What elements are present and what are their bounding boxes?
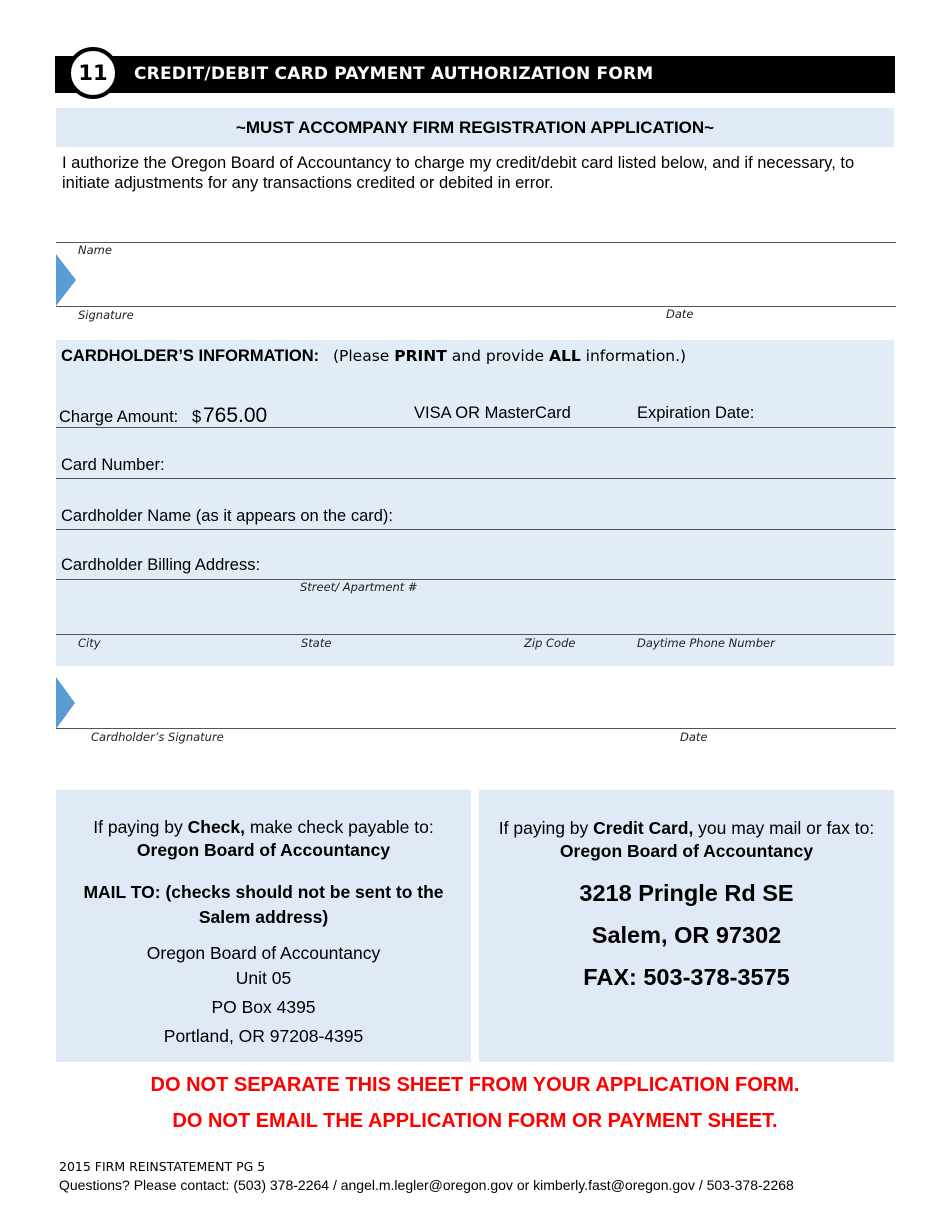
footer-page-label: 2015 FIRM REINSTATEMENT PG 5 (59, 1159, 266, 1174)
check-payee: Oregon Board of Accountancy (136, 840, 391, 860)
cardholder-date-label: Date (680, 730, 708, 744)
check-mail-to: MAIL TO: (checks should not be sent to the Salem address) (83, 882, 444, 927)
cardholder-name-label: Cardholder Name (as it appears on the card): (61, 507, 393, 525)
authorization-text: I authorize the Oregon Board of Accountancy to charge my credit/debit card listed below, and if necessary, to initiate adjustments for any transactions credited or debited in error. (62, 154, 855, 192)
subtitle-banner (56, 108, 894, 147)
card-intro: If paying by Credit Card, you may mail or fax to: (498, 818, 875, 838)
billing-address-input[interactable] (280, 550, 894, 578)
city-label: City (78, 636, 101, 650)
cardholder-signature-line (56, 728, 896, 729)
cardholder-heading-row: CARDHOLDER’S INFORMATION: (Please PRINT and provide ALL information.) (61, 347, 687, 365)
check-address-line1: Oregon Board of Accountancy (146, 943, 381, 963)
state-label: State (301, 636, 332, 650)
name-line (56, 242, 896, 243)
card-payment-panel (479, 790, 894, 1062)
charge-amount-label: Charge Amount: (59, 408, 179, 426)
name-label: Name (78, 243, 112, 257)
card-city: Salem, OR 97302 (591, 922, 782, 948)
card-number-line (56, 478, 896, 479)
card-number-label: Card Number: (61, 456, 165, 474)
billing-address-line (56, 579, 896, 580)
city-line (56, 634, 896, 635)
warning-email: DO NOT EMAIL THE APPLICATION FORM OR PAYMENT SHEET. (172, 1110, 778, 1132)
signature-line (56, 306, 896, 307)
check-address-line3: PO Box 4395 (211, 997, 316, 1017)
charge-line (56, 427, 896, 428)
card-fax: FAX: 503-378-3575 (583, 964, 790, 990)
date-label: Date (666, 307, 694, 321)
billing-address-label: Cardholder Billing Address: (61, 556, 261, 574)
check-address-line4: Portland, OR 97208-4395 (163, 1026, 364, 1046)
phone-label: Daytime Phone Number (637, 636, 775, 650)
card-number-input[interactable] (180, 448, 894, 476)
cardholder-signature-label: Cardholder’s Signature (91, 730, 224, 744)
footer-contact: Questions? Please contact: (503) 378-2264 / angel.m.legler@oregon.gov or kimberly.fast@oregon.gov / 503-378-2268 (59, 1177, 794, 1193)
section-number-badge (67, 47, 119, 99)
cardholder-signature-field[interactable] (80, 672, 894, 726)
section-number: 11 (78, 61, 108, 85)
card-payee: Oregon Board of Accountancy (559, 841, 814, 861)
card-street: 3218 Pringle Rd SE (579, 880, 794, 906)
charge-amount-value[interactable]: 765.00 (203, 404, 268, 427)
signature-field[interactable] (56, 253, 78, 309)
check-address-line2: Unit 05 (235, 968, 292, 988)
check-intro: If paying by Check, make check payable to: (93, 817, 434, 837)
card-type-options[interactable]: VISA OR MasterCard (414, 404, 571, 422)
cardholder-name-input[interactable] (410, 500, 894, 528)
check-payment-panel (56, 790, 471, 1062)
signature-label: Signature (78, 308, 134, 322)
cardholder-name-line (56, 529, 896, 530)
zip-label: Zip Code (524, 636, 576, 650)
form-title: CREDIT/DEBIT CARD PAYMENT AUTHORIZATION FORM (134, 64, 654, 84)
charge-currency: $ (192, 408, 202, 426)
subtitle: ~MUST ACCOMPANY FIRM REGISTRATION APPLICATION~ (235, 117, 715, 137)
expiration-label: Expiration Date: (637, 404, 755, 422)
cardholder-heading: CARDHOLDER’S INFORMATION: (61, 347, 320, 365)
cardholder-signature-arrow-icon (56, 677, 78, 731)
warning-separate: DO NOT SEPARATE THIS SHEET FROM YOUR APPLICATION FORM. (150, 1074, 800, 1096)
city-state-zip-input[interactable] (56, 600, 894, 633)
street-label: Street/ Apartment # (300, 580, 418, 594)
